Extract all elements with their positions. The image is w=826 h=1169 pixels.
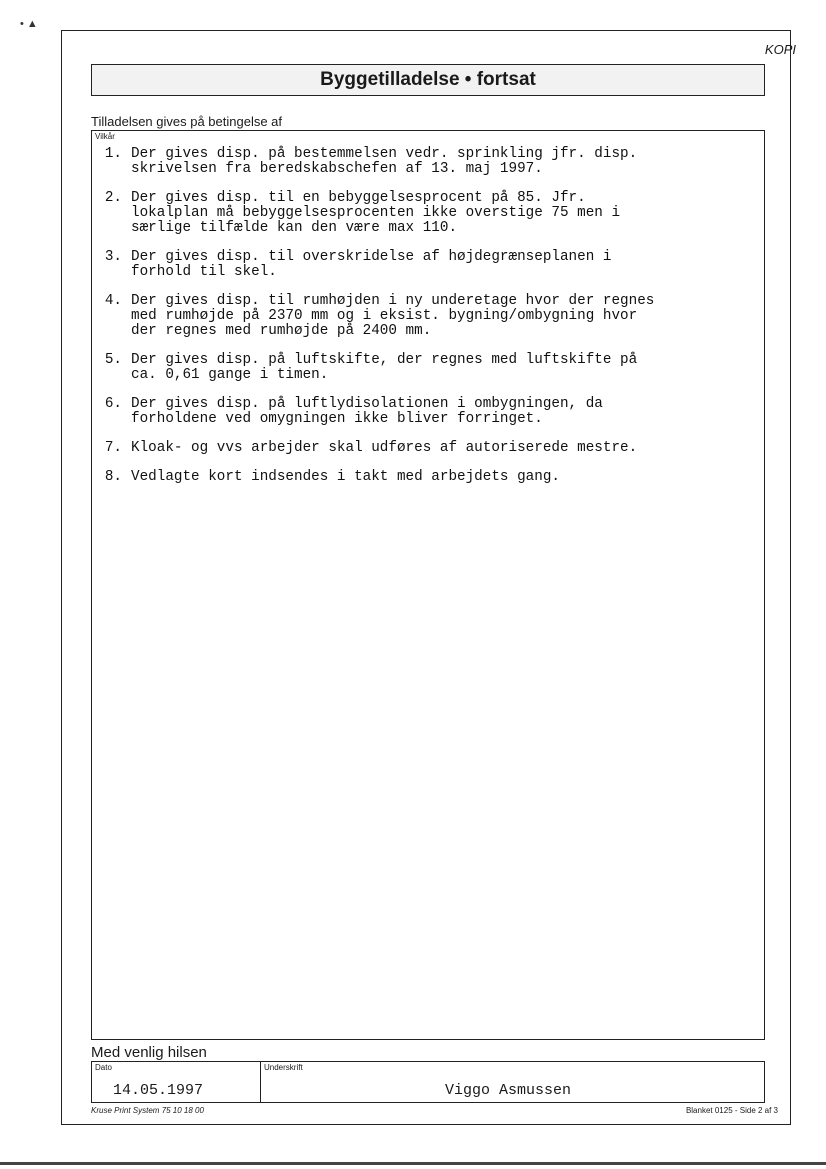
date-label: Dato xyxy=(95,1063,112,1072)
condition-item xyxy=(100,441,755,456)
condition-number: 5. xyxy=(104,352,122,368)
date-value: 14.05.1997 xyxy=(113,1082,204,1099)
condition-item xyxy=(100,250,755,280)
condition-text: Der gives disp. på luftlydisolationen i ombygningen, da forholdene ved omygningen ikke bliver forringet. xyxy=(131,396,603,427)
copy-mark: KOPI xyxy=(764,42,796,57)
condition-text: Der gives disp. til en bebyggelsesprocent på 85. Jfr. lokalplan må bebyggelsesprocenten ikke overstige 75 men i særlige tilfælde kan den være max 110. xyxy=(131,190,621,236)
condition-number: 7. xyxy=(104,440,122,456)
form-title: Byggetilladelse • fortsat xyxy=(320,69,536,90)
conditions-box-label: Vilkår xyxy=(95,132,115,141)
condition-text: Der gives disp. til rumhøjden i ny underetage hvor der regnes med rumhøjde på 2370 mm og i eksist. bygning/ombygning hvor der regnes med rumhøjde på 2400 mm. xyxy=(131,293,655,339)
condition-item xyxy=(100,147,755,177)
scan-edge-line xyxy=(0,1162,826,1165)
scan-corner-mark: • ▲ xyxy=(20,18,38,30)
condition-item xyxy=(100,470,755,485)
condition-text: Kloak- og vvs arbejder skal udføres af autoriserede mestre. xyxy=(131,440,638,456)
signature-box xyxy=(91,1061,765,1103)
conditions-list xyxy=(100,147,755,499)
condition-item xyxy=(100,191,755,236)
condition-number: 1. xyxy=(104,146,122,162)
condition-number: 3. xyxy=(104,249,122,265)
condition-item xyxy=(100,397,755,427)
signer-name: Viggo Asmussen xyxy=(445,1082,572,1099)
condition-text: Der gives disp. på luftskifte, der regnes med luftskifte på ca. 0,61 gange i timen. xyxy=(131,352,638,383)
footer-printer: Kruse Print System 75 10 18 00 xyxy=(91,1106,204,1115)
signature-label: Underskrift xyxy=(264,1063,303,1072)
condition-item xyxy=(100,294,755,339)
form-title-box xyxy=(91,64,765,96)
conditions-box xyxy=(91,130,765,1040)
condition-number: 2. xyxy=(104,190,122,206)
condition-text: Der gives disp. på bestemmelsen vedr. sprinkling jfr. disp. skrivelsen fra beredskabschefen af 13. maj 1997. xyxy=(131,146,638,177)
condition-number: 8. xyxy=(104,469,122,485)
condition-number: 6. xyxy=(104,396,122,412)
conditions-heading: Tilladelsen gives på betingelse af xyxy=(91,114,283,129)
condition-number: 4. xyxy=(104,293,122,309)
footer-page-info: Blanket 0125 - Side 2 af 3 xyxy=(685,1106,778,1115)
signature-divider xyxy=(260,1062,261,1102)
condition-item xyxy=(100,353,755,383)
condition-text: Der gives disp. til overskridelse af højdegrænseplanen i forhold til skel. xyxy=(131,249,612,280)
condition-text: Vedlagte kort indsendes i takt med arbejdets gang. xyxy=(131,469,560,485)
closing-greeting: Med venlig hilsen xyxy=(91,1044,207,1061)
